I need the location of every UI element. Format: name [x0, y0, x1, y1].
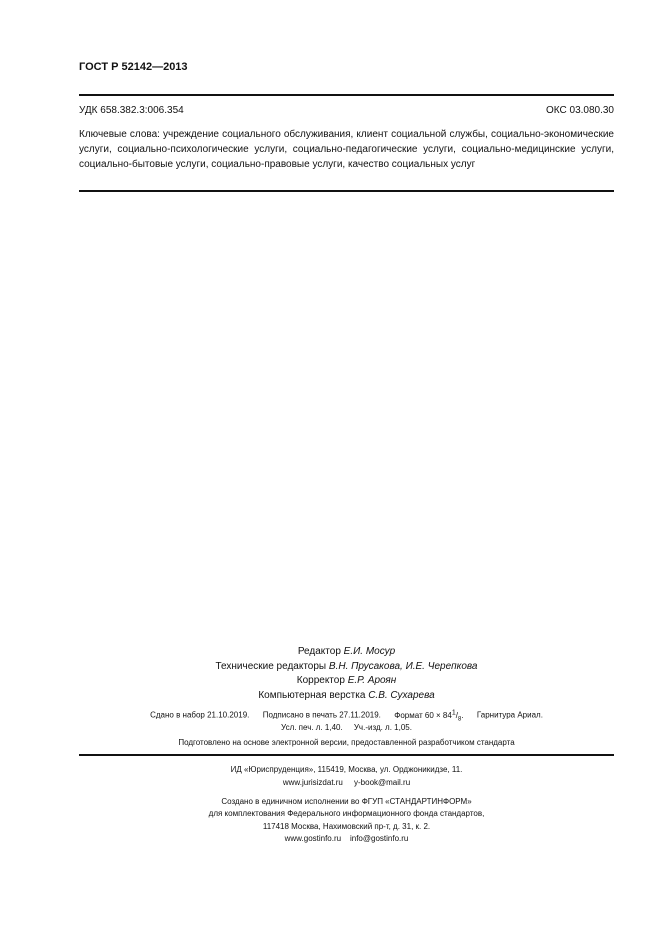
print-info-line1: Сдано в набор 21.10.2019. Подписано в печать 27.11.2019. Формат $60 \times 84^1/_8$. Гарнитура Ариал.: [150, 709, 543, 723]
creator-site[interactable]: www.gostinfo.ru: [284, 833, 342, 843]
divider: [79, 754, 614, 756]
publisher-site[interactable]: www.jurisizdat.ru: [282, 778, 343, 787]
publisher-info: ИД «Юриспруденция», 115419, Москва, ул. Орджоникидзе, 11. www.jurisizdat.ru y-book@mail.ru: [230, 765, 463, 787]
publisher-email[interactable]: y-book@mail.ru: [354, 778, 411, 787]
creator-email[interactable]: info@gostinfo.ru: [349, 833, 409, 843]
udk-code: УДК 658.382.3:006.354: [79, 105, 184, 116]
divider: [79, 94, 614, 96]
creator-info: Создано в единичном исполнении во ФГУП «СТАНДАРТИНФОРМ» для комплектования Федерального информационного фонда стандартов, 117418 Москва, Нахимовский пр-т, д. 31, к. 2. www.gostinfo.ru info@gostinfo.ru: [208, 797, 485, 843]
keywords: Ключевые слова: учреждение социального обслуживания, клиент социальной службы, социально-экономические услуги, социально-психологические услуги, социально-педагогические услуги, социально-медицинские услуги, социально-бытовые услуги, социально-правовые услуги, качество социальных услуг: [79, 129, 614, 170]
format: Формат $60 \times 84^1/_8$.: [394, 709, 464, 723]
credits: [79, 645, 614, 703]
credit-layout: Компьютерная верстка С.В. Сухарева: [258, 689, 435, 701]
oks-code: ОКС 03.080.30: [546, 105, 614, 116]
print-info-line2: Усл. печ. л. 1,40. Уч.-изд. л. 1,05.: [281, 723, 412, 732]
credit-tech-editors: Технические редакторы В.Н. Прусакова, И.Е. Черепкова: [215, 660, 478, 672]
credit-corrector: Корректор Е.Р. Ароян: [296, 675, 397, 686]
document-id: ГОСТ Р 52142—2013: [79, 61, 188, 73]
credit-editor: Редактор Е.И. Мосур: [297, 646, 396, 657]
divider: [79, 190, 614, 192]
prepared-note: Подготовлено на основе электронной версии, предоставленной разработчиком стандарта: [178, 738, 515, 747]
